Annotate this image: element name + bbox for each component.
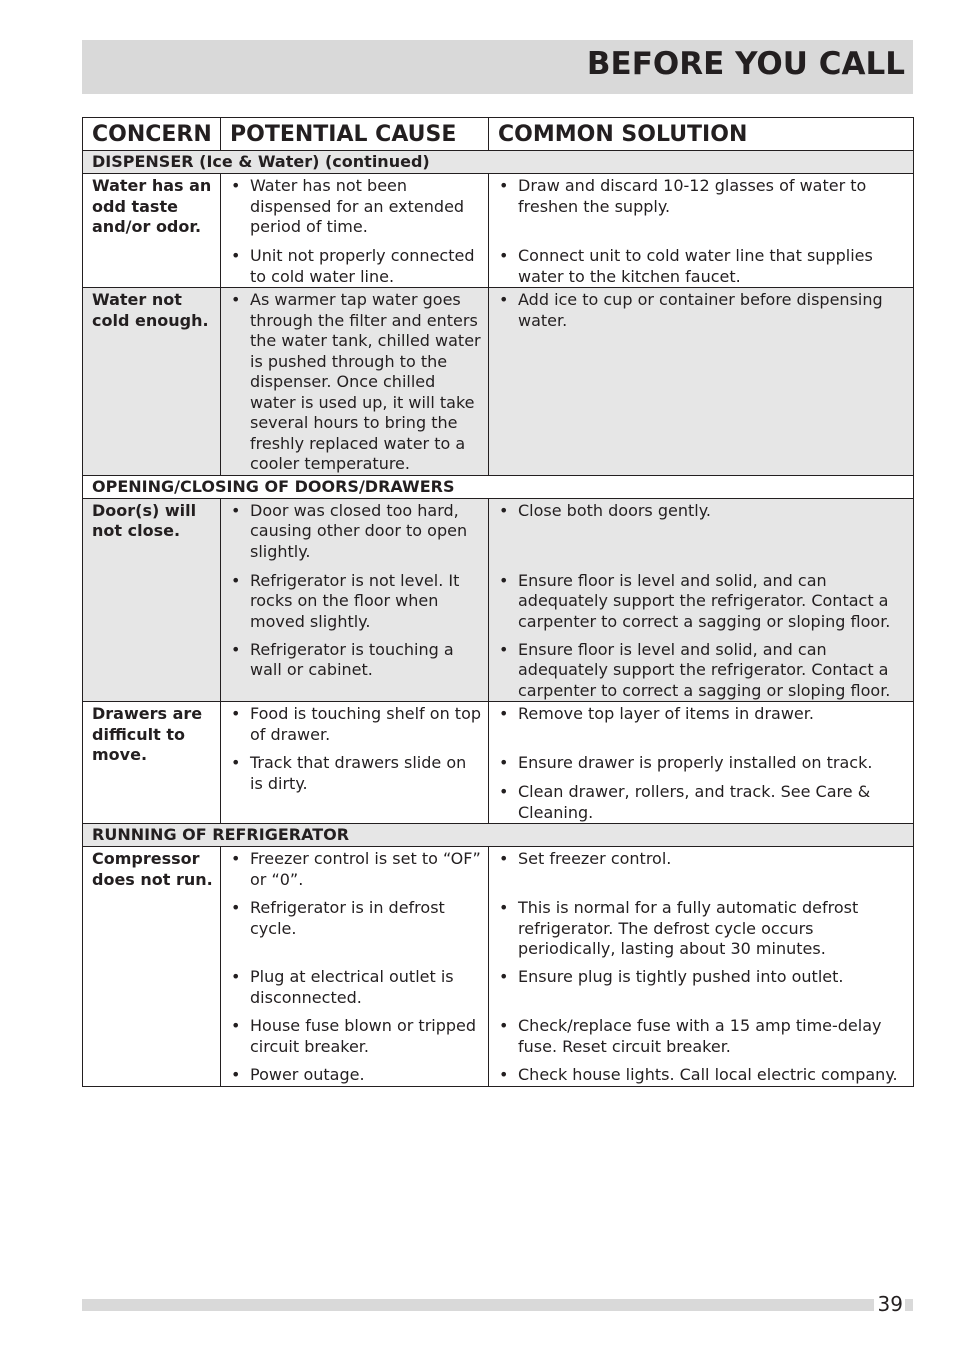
solution-item: • Ensure floor is level and solid, and can adequately support the refrigerator. Contact a carpenter to correct a sagging or sloping floor. [498,571,907,640]
solution-item: • Draw and discard 10-12 glasses of water to freshen the supply. [498,176,907,246]
header-potential-cause: POTENTIAL CAUSE [221,118,489,151]
solution-item: • Close both doors gently. [498,501,907,571]
cause-item: • Refrigerator is touching a wall or cabinet. [230,640,482,681]
footer-bar [82,1299,913,1311]
table-row [83,847,914,1087]
solution-cell [489,498,914,702]
solution-item: • Add ice to cup or container before dispensing water. [498,290,907,331]
cause-item: • Food is touching shelf on top of drawer. [230,704,482,753]
cause-cell [221,174,489,288]
solution-item: • This is normal for a fully automatic defrost refrigerator. The defrost cycle occurs periodically, lasting about 30 minutes. [498,898,907,967]
cause-cell [221,288,489,476]
cause-item: • Track that drawers slide on is dirty. [230,753,482,794]
section-row-dispenser [83,151,914,174]
table-row [83,702,914,824]
header-concern: CONCERN [83,118,221,151]
solution-item: • Ensure drawer is properly installed on track. [498,753,907,782]
page-title: BEFORE YOU CALL [586,46,905,82]
concern-cell: Drawers are difficult to move. [83,702,221,824]
header-row [83,118,914,151]
cause-cell [221,498,489,702]
solution-item: • Set freezer control. [498,849,907,898]
concern-cell: Water not cold enough. [83,288,221,476]
cause-item: • Refrigerator is in defrost cycle. [230,898,482,967]
cause-item: • Door was closed too hard, causing other door to open slightly. [230,501,482,571]
table-row [83,288,914,476]
section-row-doors [83,475,914,498]
section-title-doors: OPENING/CLOSING OF DOORS/DRAWERS [83,475,914,498]
concern-cell: Water has an odd taste and/or odor. [83,174,221,288]
header-common-solution: COMMON SOLUTION [489,118,914,151]
solution-item: • Check/replace fuse with a 15 amp time-delay fuse. Reset circuit breaker. [498,1016,907,1065]
cause-cell [221,702,489,824]
cause-item: • House fuse blown or tripped circuit breaker. [230,1016,482,1065]
page-number: 39 [874,1290,905,1318]
solution-item: • Clean drawer, rollers, and track. See Care & Cleaning. [498,782,907,823]
solution-cell [489,174,914,288]
cause-item: • Plug at electrical outlet is disconnected. [230,967,482,1016]
solution-item: • Connect unit to cold water line that supplies water to the kitchen faucet. [498,246,907,287]
section-title-dispenser: DISPENSER (Ice & Water) (continued) [83,151,914,174]
solution-cell [489,847,914,1087]
cause-item: • Water has not been dispensed for an extended period of time. [230,176,482,246]
solution-item: • Remove top layer of items in drawer. [498,704,907,753]
solution-cell [489,702,914,824]
cause-item: • Unit not properly connected to cold water line. [230,246,482,287]
troubleshooting-table [82,117,914,1087]
cause-item: • Freezer control is set to “OF” or “0”. [230,849,482,898]
solution-item: • Check house lights. Call local electric company. [498,1065,907,1086]
solution-item: • Ensure plug is tightly pushed into outlet. [498,967,907,1016]
table-row [83,174,914,288]
cause-cell [221,847,489,1087]
section-row-running [83,824,914,847]
solution-cell [489,288,914,476]
cause-item: • As warmer tap water goes through the filter and enters the water tank, chilled water is pushed through to the dispenser. Once chilled water is used up, it will take several hours to bring the freshly replaced water to a cooler temperature. [230,290,482,475]
concern-cell: Compressor does not run. [83,847,221,1087]
section-title-running: RUNNING OF REFRIGERATOR [83,824,914,847]
table-row [83,498,914,702]
title-bar [82,40,913,94]
concern-cell: Door(s) will not close. [83,498,221,702]
cause-item: • Power outage. [230,1065,482,1086]
cause-item: • Refrigerator is not level. It rocks on the floor when moved slightly. [230,571,482,640]
solution-item: • Ensure floor is level and solid, and can adequately support the refrigerator. Contact a carpenter to correct a sagging or sloping floor. [498,640,907,702]
